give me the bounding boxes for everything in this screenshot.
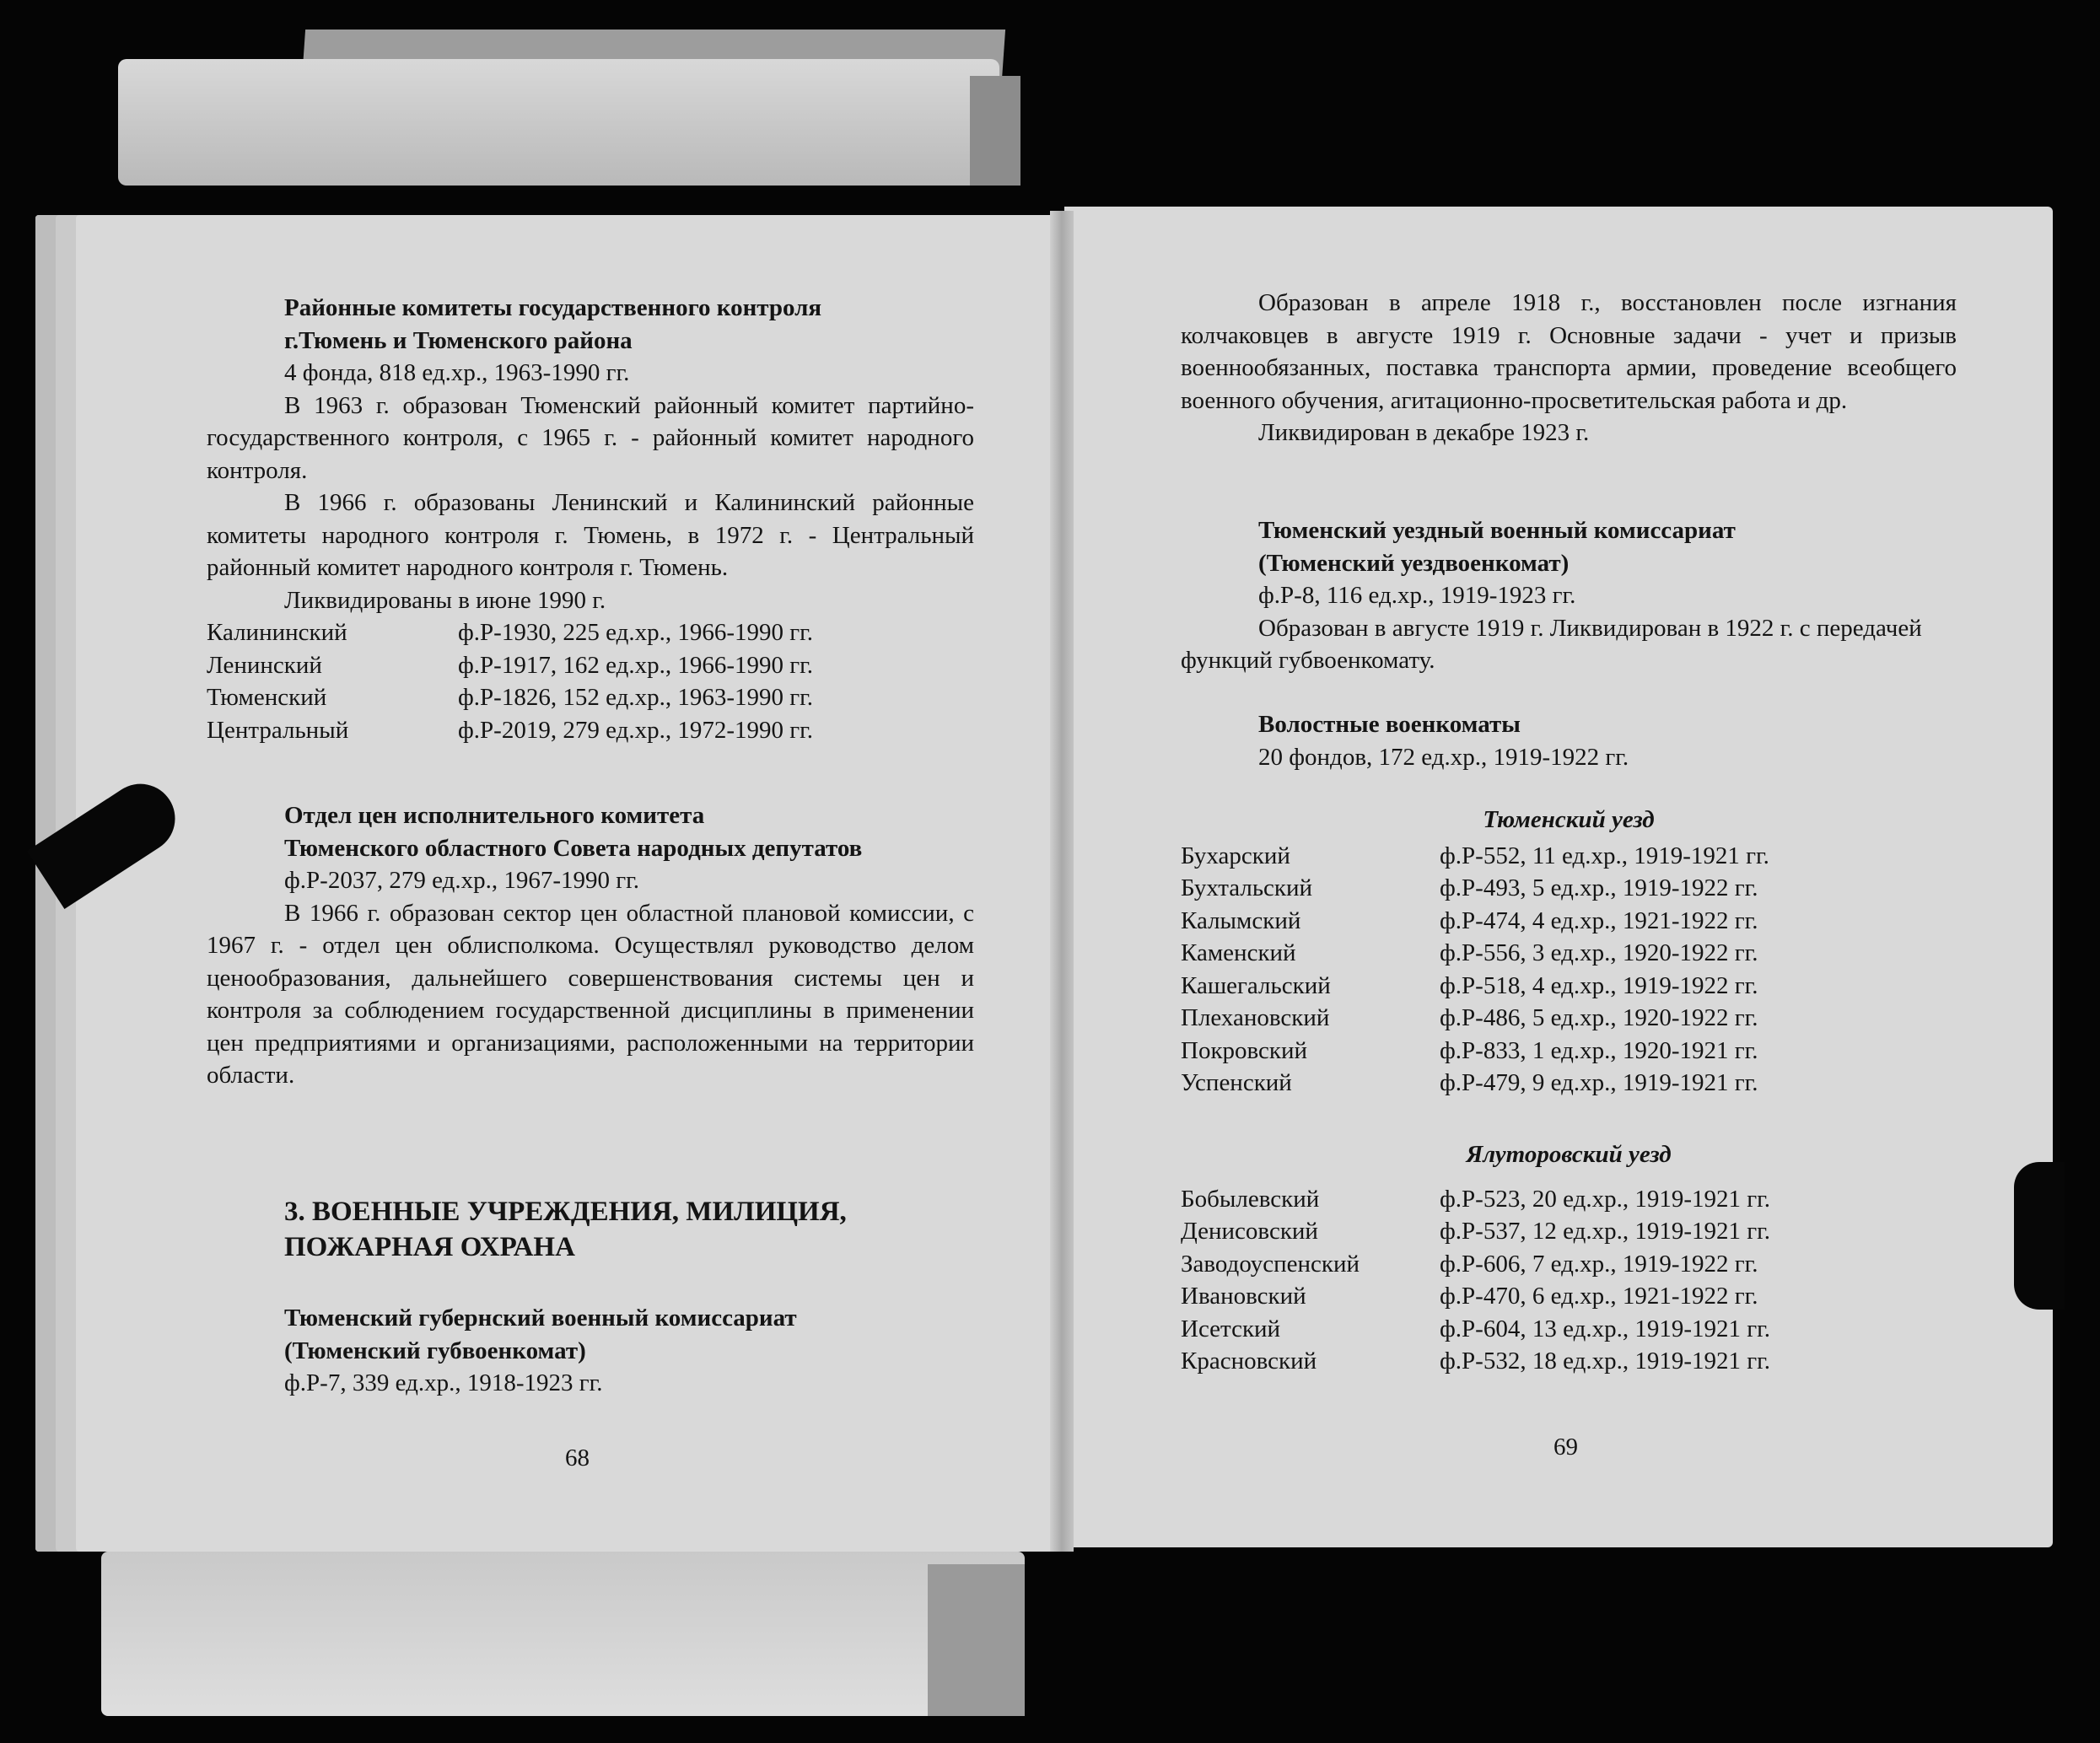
table-row: Ивановский ф.Р-470, 6 ед.хр., 1921-1922 гг. (1181, 1283, 1758, 1310)
table-row: Покровский ф.Р-833, 1 ед.хр., 1920-1921 гг. (1181, 1036, 1758, 1064)
table-row: Исетский ф.Р-604, 13 ед.хр., 1919-1921 гг. (1181, 1315, 1770, 1342)
section-title: Отдел цен исполнительного комитета (284, 802, 705, 829)
book-edge-bottom-side (928, 1564, 1025, 1716)
chapter-heading: 3. ВОЕННЫЕ УЧРЕЖДЕНИЯ, МИЛИЦИЯ, ПОЖАРНАЯ ОХРАНА (284, 1197, 847, 1262)
section-title: (Тюменский уездвоенкомат) (1258, 549, 1570, 577)
paragraph: В 1966 г. образован сектор цен областной плановой комиссии, с 1967 г. - отдел цен облисполкома. Осуществлял руководство делом ценообразования, дальнейшего совершенствования системы цен и контроля за соблюдением государственной дисциплины в применении цен предприятиями и организациями, расположенными на территории области. (207, 899, 974, 1089)
section-meta: ф.Р-8, 116 ед.хр., 1919-1923 гг. (1258, 582, 1576, 609)
page-number: 68 (565, 1444, 590, 1471)
table-row: Калымский ф.Р-474, 4 ед.хр., 1921-1922 гг. (1181, 906, 1758, 934)
section-meta: ф.Р-7, 339 ед.хр., 1918-1923 гг. (284, 1369, 603, 1396)
table-row: Бухарский ф.Р-552, 11 ед.хр., 1919-1921 гг. (1181, 842, 1769, 869)
paragraph: Образован в августе 1919 г. Ликвидирован в 1922 г. с передачей функций губвоенкомату. (1181, 614, 1922, 674)
section-meta: 4 фонда, 818 ед.хр., 1963-1990 гг. (284, 359, 630, 386)
table-row: Центральный ф.Р-2019, 279 ед.хр., 1972-1990 гг. (207, 716, 813, 744)
right-section-volost-voenkomaty (1181, 708, 1957, 773)
table-row: Ленинский ф.Р-1917, 162 ед.хр., 1966-1990 гг. (207, 651, 813, 679)
fonds-table (207, 616, 813, 746)
group-title: Тюменский уезд (1483, 806, 1655, 833)
table-row: Тюменский ф.Р-1826, 152 ед.хр., 1963-1990 гг. (207, 684, 813, 711)
paragraph: Ликвидирован в декабре 1923 г. (1258, 419, 1590, 446)
section-title: (Тюменский губвоенкомат) (284, 1337, 586, 1364)
paragraph: В 1963 г. образован Тюменский районный комитет партийно-государственного контроля, с 1965 г. - районный комитет народного контроля. (207, 391, 974, 484)
section-title: Тюменский губернский военный комиссариат (284, 1305, 797, 1331)
table-row: Успенский ф.Р-479, 9 ед.хр., 1919-1921 гг. (1181, 1069, 1758, 1096)
left-section-gubvoenkomat (284, 1302, 976, 1400)
table-row: Заводоуспенский ф.Р-606, 7 ед.хр., 1919-1922 гг. (1181, 1250, 1758, 1278)
uezd-group-yalutorovsk (1181, 1138, 1957, 1378)
book-edge-bottom (101, 1552, 1025, 1716)
section-title: Волостные военкоматы (1258, 711, 1521, 738)
page-number: 69 (1553, 1434, 1578, 1461)
paragraph: В 1966 г. образованы Ленинский и Калининский районные комитеты народного контроля г. Тюмень, в 1972 г. - Центральный районный комитет народного контроля г. Тюмень. (207, 489, 974, 581)
section-meta: ф.Р-2037, 279 ед.хр., 1967-1990 гг. (284, 867, 639, 894)
fonds-table (1181, 1183, 1770, 1378)
fonds-table (1181, 840, 1769, 1100)
section-title: Районные комитеты государственного контроля (284, 294, 822, 321)
book-edge-top (118, 59, 999, 186)
table-row: Калининский ф.Р-1930, 225 ед.хр., 1966-1990 гг. (207, 619, 813, 646)
left-section-district-control (207, 292, 974, 746)
paragraph: Образован в апреле 1918 г., восстановлен после изгнания колчаковцев в августе 1919 г. Основные задачи - учет и призыв военнообязанных, поставка транспорта армии, проведение всеобщего военного обучения, агитационно-просветительская работа и др. (1181, 289, 1957, 414)
right-intro (1181, 287, 1957, 449)
page-tab-marker-right (2014, 1162, 2065, 1310)
table-row: Бухтальский ф.Р-493, 5 ед.хр., 1919-1922 гг. (1181, 874, 1758, 901)
group-title: Ялуторовский уезд (1466, 1141, 1672, 1168)
section-title: Тюменского областного Совета народных депутатов (284, 834, 863, 862)
table-row: Красновский ф.Р-532, 18 ед.хр., 1919-1921 гг. (1181, 1348, 1770, 1374)
section-meta: 20 фондов, 172 ед.хр., 1919-1922 гг. (1258, 743, 1629, 771)
table-row: Каменский ф.Р-556, 3 ед.хр., 1920-1922 гг. (1181, 939, 1758, 966)
right-section-uezd-voenkomat (1181, 514, 1957, 677)
section-title: Тюменский уездный военный комиссариат (1258, 517, 1736, 544)
book-spine (1050, 211, 1074, 1552)
book-edge-top-side (970, 76, 1020, 186)
table-row: Плехановский ф.Р-486, 5 ед.хр., 1920-1922 гг. (1181, 1004, 1758, 1031)
section-title: г.Тюмень и Тюменского района (284, 326, 633, 354)
paragraph: Ликвидированы в июне 1990 г. (284, 586, 606, 614)
table-row: Бобылевский ф.Р-523, 20 ед.хр., 1919-1921 гг. (1181, 1185, 1770, 1213)
table-row: Кашегальский ф.Р-518, 4 ед.хр., 1919-1922 гг. (1181, 971, 1758, 999)
uezd-group-tyumen (1181, 804, 1957, 1100)
left-section-price-department (207, 799, 974, 1092)
table-row: Денисовский ф.Р-537, 12 ед.хр., 1919-1921 гг. (1181, 1218, 1770, 1245)
